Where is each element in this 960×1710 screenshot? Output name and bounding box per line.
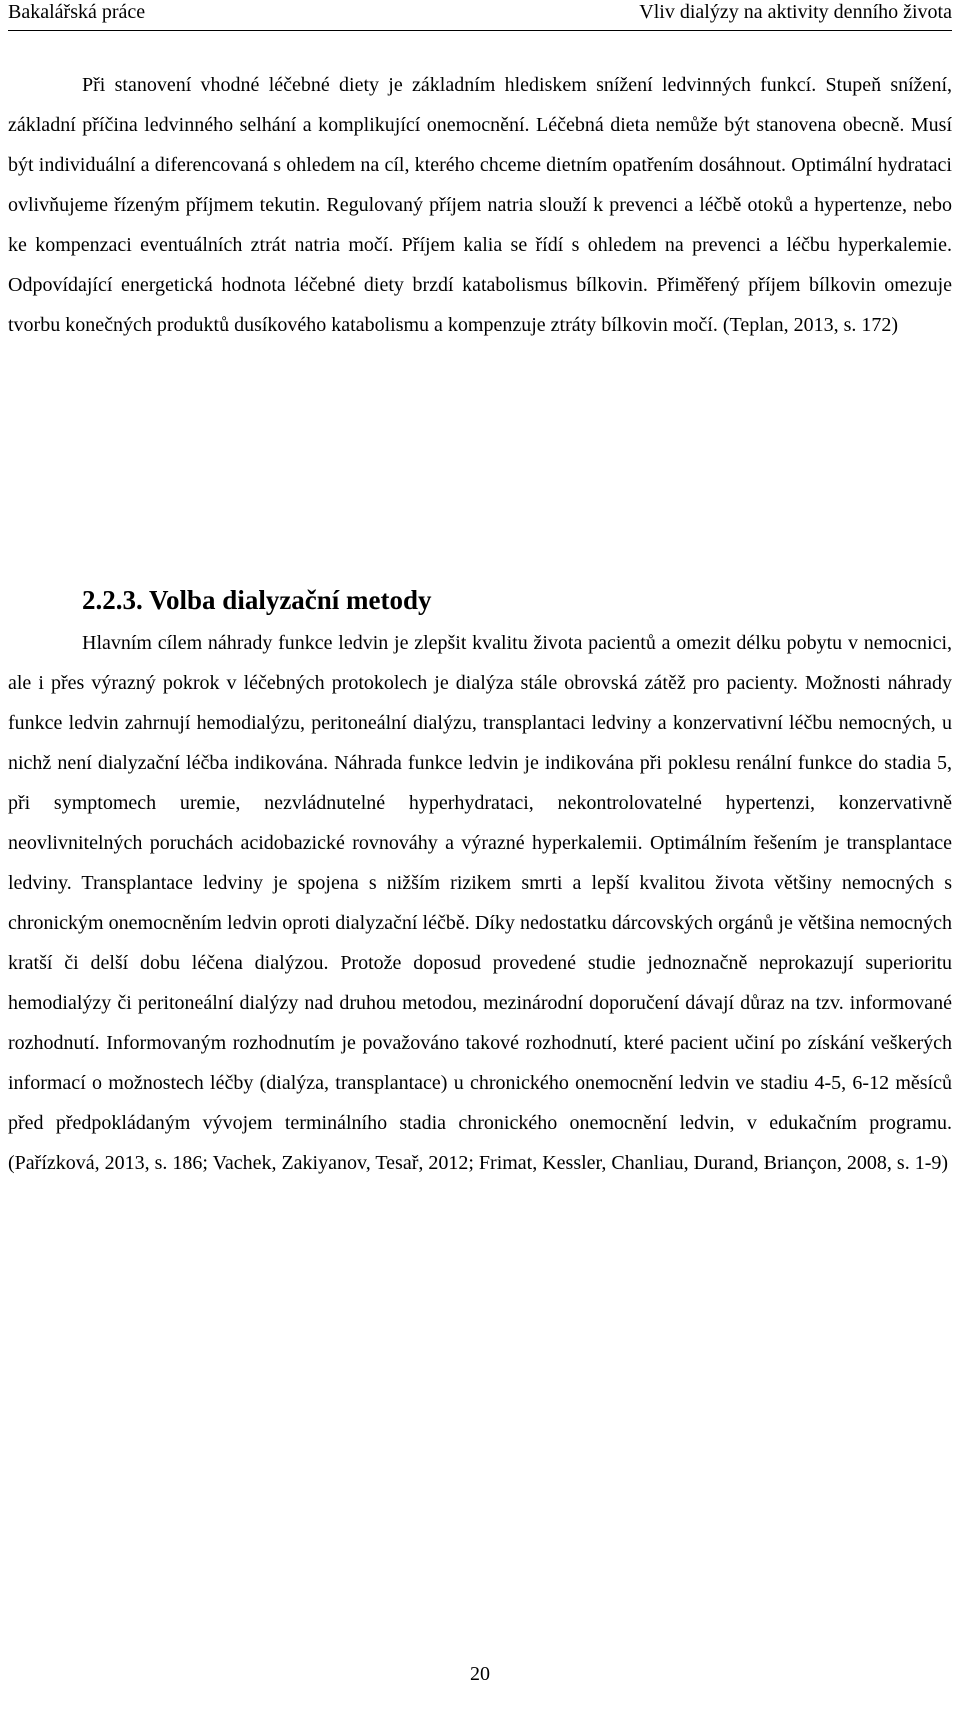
section-heading: 2.2.3. Volba dialyzační metody — [82, 585, 432, 615]
page-number: 20 — [470, 1663, 490, 1685]
running-header — [8, 0, 952, 31]
paragraph-dialysis-method: Hlavním cílem náhrady funkce ledvin je zlepšit kvalitu života pacientů a omezit délku pobytu v nemocnici, ale i přes výrazný pokrok v léčebných protokolech je dialýza stále obrovská zátěž pro pacienty. Možnosti náhrady funkce ledvin zahrnují hemodialýzu, peritoneální dialýzu, transplantaci ledviny a konzervativní léčbu nemocných, u nichž není dialyzační léčba indikována. Náhrada funkce ledvin je indikována při poklesu renální funkce do stadia 5, při symptomech uremie, nezvládnutelné hyperhydrataci, nekontrolovatelné hypertenzi, konzervativně neovlivnitelných poruchách acidobazické rovnováhy a výrazné hyperkalemii. Optimálním řešením je transplantace ledviny. Transplantace ledviny je spojena s nižším rizikem smrti a lepší kvalitou života většiny nemocných s chronickým onemocněním ledvin oproti dialyzační léčbě. Díky nedostatku dárcovských orgánů je většina nemocných kratší či delší dobu léčena dialýzou. Protože doposud provedené studie jednoznačně neprokazují superioritu hemodialýzy či peritoneální dialýzy nad druhou metodou, mezinárodní doporučení dávají důraz na tzv. informované rozhodnutí. Informovaným rozhodnutím je považováno takové rozhodnutí, které pacient učiní po získání veškerých informací o možnostech léčby (dialýza, transplantace) u chronického onemocnění ledvin ve stadiu 4-5, 6-12 měsíců před předpokládaným vývojem terminálního stadia chronického onemocnění ledvin, v edukačním programu. (Pařízková, 2013, s. 186; Vachek, Zakiyanov, Tesař, 2012; Frimat, Kessler, Chanliau, Durand, Briançon, 2008, s. 1-9) — [8, 632, 952, 1174]
header-thesis-title: Vliv dialýzy na aktivity denního života — [639, 1, 952, 23]
header-thesis-type: Bakalářská práce — [8, 1, 146, 23]
paragraph-diet: Při stanovení vhodné léčebné diety je základním hlediskem snížení ledvinných funkcí. Stupeň snížení, základní příčina ledvinného selhání a komplikující onemocnění. Léčebná dieta nemůže být stanovena obecně. Musí být individuální a diferencovaná s ohledem na cíl, kterého chceme dietním opatřením dosáhnout. Optimální hydrataci ovlivňujeme řízeným příjmem tekutin. Regulovaný příjem natria slouží k prevenci a léčbě otoků a hypertenze, nebo ke kompenzaci eventuálních ztrát natria močí. Příjem kalia se řídí s ohledem na prevenci a léčbu hyperkalemie. Odpovídající energetická hodnota léčebné diety brzdí katabolismus bílkovin. Přiměřený příjem bílkovin omezuje tvorbu konečných produktů dusíkového katabolismu a kompenzuje ztráty bílkovin močí. (Teplan, 2013, s. 172) — [8, 74, 952, 336]
